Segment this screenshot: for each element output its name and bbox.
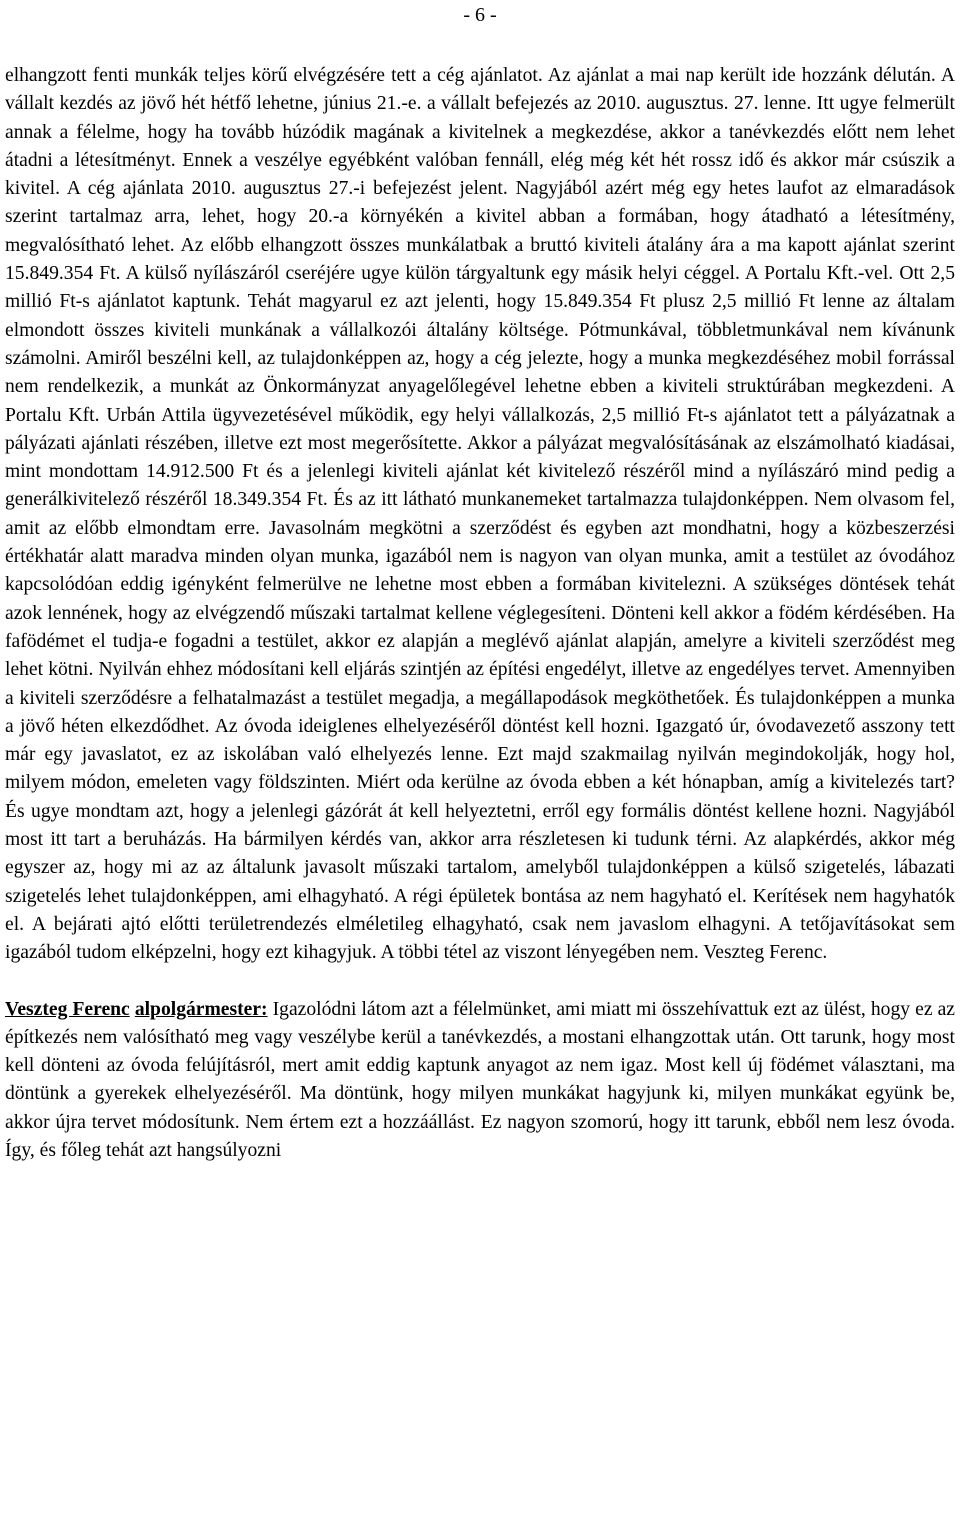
- speaker-name: Veszteg Ferenc: [5, 998, 130, 1020]
- page-number: - 6 -: [463, 4, 497, 26]
- speaker-paragraph: [5, 996, 955, 1166]
- document-body: [5, 62, 955, 1165]
- speaker-text: Igazolódni látom azt a félelmünket, ami miatt mi összehívattuk ezt az ülést, hogy ez az építkezés nem valósítható meg vagy veszélybe kerül a tanévkezdés, a mostani elhangzottak után. Ott tarunk, hogy most kell dönteni az óvoda felújításról, mert amit eddig kaptunk anyagot az nem igaz. Most kell új födémet választani, ma döntünk a gyerekek elhelyezéséről. Ma döntünk, hogy milyen munkákat hagyjunk ki, milyen munkákat együnk be, akkor újra tervet módosítunk. Nem értem ezt a hozzáállást. Ez nagyon szomorú, hogy itt tarunk, ebből nem lesz óvoda. Így, és főleg tehát azt hangsúlyozni: [5, 998, 955, 1161]
- speaker-title: alpolgármester:: [134, 998, 268, 1020]
- paragraph-spacer: [5, 968, 955, 996]
- body-paragraph: elhangzott fenti munkák teljes körű elvégzésére tett a cég ajánlatot. Az ajánlat a mai nap került ide hozzánk délután. A vállalt kezdés az jövő hét hétfő lehetne, június 21.-e. a vállalt befejezés az 2010. augusztus. 27. lenne. Itt ugye felmerült annak a félelme, hogy ha tovább húzódik magának a kivitelnek a megkezdése, akkor a tanévkezdés előtt nem lehet átadni a létesítményt. Ennek a veszélye egyébként valóban fennáll, elég még két hét rossz idő és akkor már csúszik a kivitel. A cég ajánlata 2010. augusztus 27.-i befejezést jelent. Nagyjából azért még egy hetes laufot az elmaradások szerint tartalmaz arra, lehet, hogy 20.-a környékén a kivitel abban a formában, hogy átadható a létesítmény, megvalósítható lehet. Az előbb elhangzott összes munkálatbak a bruttó kiviteli átalány ára a ma kapott ajánlat szerint 15.849.354 Ft. A külső nyílászáról cseréjére ugye külön tárgyaltunk egy másik helyi céggel. A Portalu Kft.-vel. Ott 2,5 millió Ft-s ajánlatot kaptunk. Tehát magyarul ez azt jelenti, hogy 15.849.354 Ft plusz 2,5 millió Ft lenne az általam elmondott összes kiviteli munkának a vállalkozói általány költsége. Pótmunkával, többletmunkával nem kívánunk számolni. Amiről beszélni kell, az tulajdonképpen az, hogy a cég jelezte, hogy a munka megkezdéséhez mobil forrással nem rendelkezik, a munkát az Önkormányzat anyagelőlegével lehetne ebben a kiviteli struktúrában megkezdeni. A Portalu Kft. Urbán Attila ügyvezetésével működik, egy helyi vállalkozás, 2,5 millió Ft-s ajánlatot tett a pályázatnak a pályázati ajánlati részében, illetve ezt most megerősítette. Akkor a pályázat megvalósításának az elszámolható kiadásai, mint mondottam 14.912.500 Ft és a jelenlegi kiviteli ajánlat két kivitelező részéről mind a nyílászáró mind pedig a generálkivitelező részéről 18.349.354 Ft. És az itt látható munkanemeket tartalmazza tulajdonképpen. Nem olvasom fel, amit az előbb elmondtam erre. Javasolnám megkötni a szerződést és egyben azt mondhatni, hogy a közbeszerzési értékhatár alatt maradva minden olyan munka, igazából nem is nagyon van olyan munka, amit a testület az óvodához kapcsolódóan eddig igényként felmerülve ne lehetne most ebben a formában kivitelezni. A szükséges döntések tehát azok lennének, hogy az elvégzendő műszaki tartalmat kellene véglegesíteni. Dönteni kell akkor a födém kérdésében. Ha fafödémet el tudja-e fogadni a testület, akkor ez alapján a meglévő ajánlat alapján, amelyre a kiviteli szerződést meg lehet kötni. Nyilván ehhez módosítani kell eljárás szintjén az építési engedélyt, illetve az engedélyes tervet. Amennyiben a kiviteli szerződésre a felhatalmazást a testület megadja, a megállapodások megköthetőek. És tulajdonképpen a munka a jövő héten elkezdődhet. Az óvoda ideiglenes elhelyezéséről döntést kell hozni. Igazgató úr, óvodavezető asszony tett már egy javaslatot, ez az iskolában való elhelyezés lenne. Ezt majd szakmailag nyilván megindokolják, hogy hol, milyem módon, emeleten vagy földszinten. Miért oda kerülne az óvoda ebben a két hónapban, amíg a kivitelezés tart? És ugye mondtam azt, hogy a jelenlegi gázórát át kell helyeztetni, erről egy formális döntést kellene hozni. Nagyjából most itt tart a beruházás. Ha bármilyen kérdés van, akkor arra részletesen ki tudunk térni. Az alapkérdés, akkor még egyszer az, hogy mi az az általunk javasolt műszaki tartalom, amelyből tulajdonképpen a külső szigetelés, lábazati szigetelés lehet tulajdonképpen, ami elhagyható. A régi épületek bontása az nem hagyható el. Kerítések nem hagyhatók el. A bejárati ajtó előtti területrendezés elméletileg elhagyható, csak nem javaslom elhagyni. A tetőjavításokat sem igazából tudom elképzelni, hogy ezt kihagyjuk. A többi tétel az viszont lényegében nem. Veszteg Ferenc.: [5, 65, 955, 964]
